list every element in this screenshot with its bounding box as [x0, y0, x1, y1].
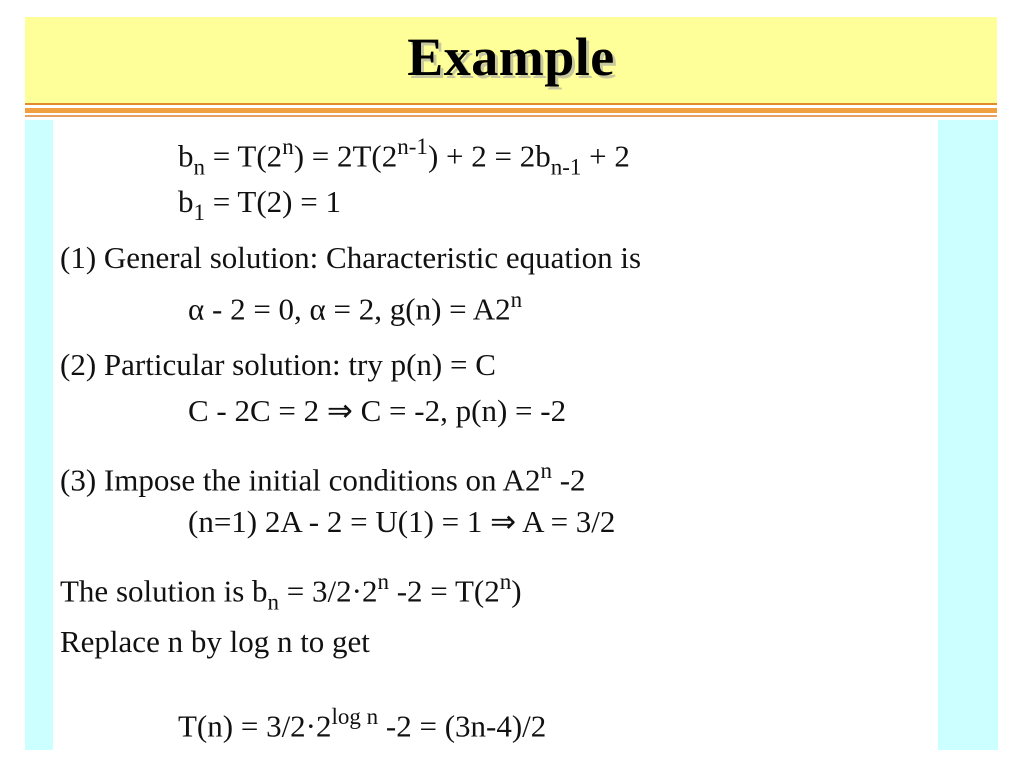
- superscript: log n: [331, 704, 379, 729]
- math-text: The solution is b: [60, 573, 268, 609]
- math-text: b: [178, 138, 194, 174]
- math-text: = T(2) = 1: [205, 184, 341, 219]
- equation-line-b1: [178, 186, 341, 224]
- math-text: (2) Particular solution: try p(n) = C: [60, 347, 496, 382]
- math-text: + 2: [581, 138, 630, 174]
- math-text: (1) General solution: Characteristic equation is: [60, 240, 642, 275]
- title-underline-rule-lower: [25, 115, 997, 117]
- equation-line-initial: [188, 506, 615, 537]
- math-text: -2: [551, 462, 586, 498]
- final-result-equation: [178, 705, 546, 742]
- title-underline-rule-thick: [25, 108, 997, 113]
- slide-body: [53, 120, 938, 750]
- superscript: n: [540, 458, 552, 483]
- equation-line-characteristic: [188, 288, 522, 325]
- math-text: Replace n by log n to get: [60, 624, 370, 659]
- math-text: ): [511, 573, 522, 609]
- title-underline-rule: [25, 103, 997, 105]
- superscript: n: [510, 287, 523, 312]
- left-cyan-margin: [25, 120, 53, 750]
- step-particular-solution: [60, 349, 496, 380]
- math-text: α - 2 = 0, α = 2, g(n) = A2: [188, 291, 511, 327]
- subscript: n: [193, 154, 205, 180]
- math-text: b: [178, 184, 194, 219]
- right-cyan-margin: [938, 120, 998, 750]
- superscript: n: [377, 569, 389, 594]
- math-text: (n=1) 2A - 2 = U(1) = 1 ⇒ A = 3/2: [188, 504, 616, 539]
- step-initial-conditions: [60, 459, 586, 496]
- superscript: n: [282, 134, 294, 159]
- math-text: -2 = T(2: [388, 573, 500, 609]
- math-text: T(n) = 3/2·2: [178, 708, 332, 744]
- math-text: = T(2: [205, 138, 283, 174]
- math-text: -2 = (3n-4)/2: [378, 708, 547, 744]
- title-bar: [25, 17, 997, 103]
- solution-statement: [60, 570, 522, 614]
- replace-statement: [60, 626, 370, 657]
- subscript: n: [267, 589, 280, 615]
- math-text: ) + 2 = 2b: [427, 138, 551, 174]
- slide-title: Example: [407, 27, 615, 87]
- math-text: (3) Impose the initial conditions on A2: [60, 462, 541, 498]
- math-text: C - 2C = 2 ⇒ C = -2, p(n) = -2: [188, 393, 567, 428]
- superscript: n-1: [397, 134, 428, 159]
- math-text: = 3/2·2: [279, 573, 378, 609]
- step-general-solution: [60, 242, 641, 273]
- math-text: ) = 2T(2: [293, 138, 398, 174]
- subscript: 1: [193, 200, 205, 226]
- superscript: n: [499, 569, 512, 594]
- subscript: n-1: [550, 154, 582, 180]
- equation-line-bn-recurrence: [178, 135, 630, 179]
- equation-line-particular: [188, 395, 566, 426]
